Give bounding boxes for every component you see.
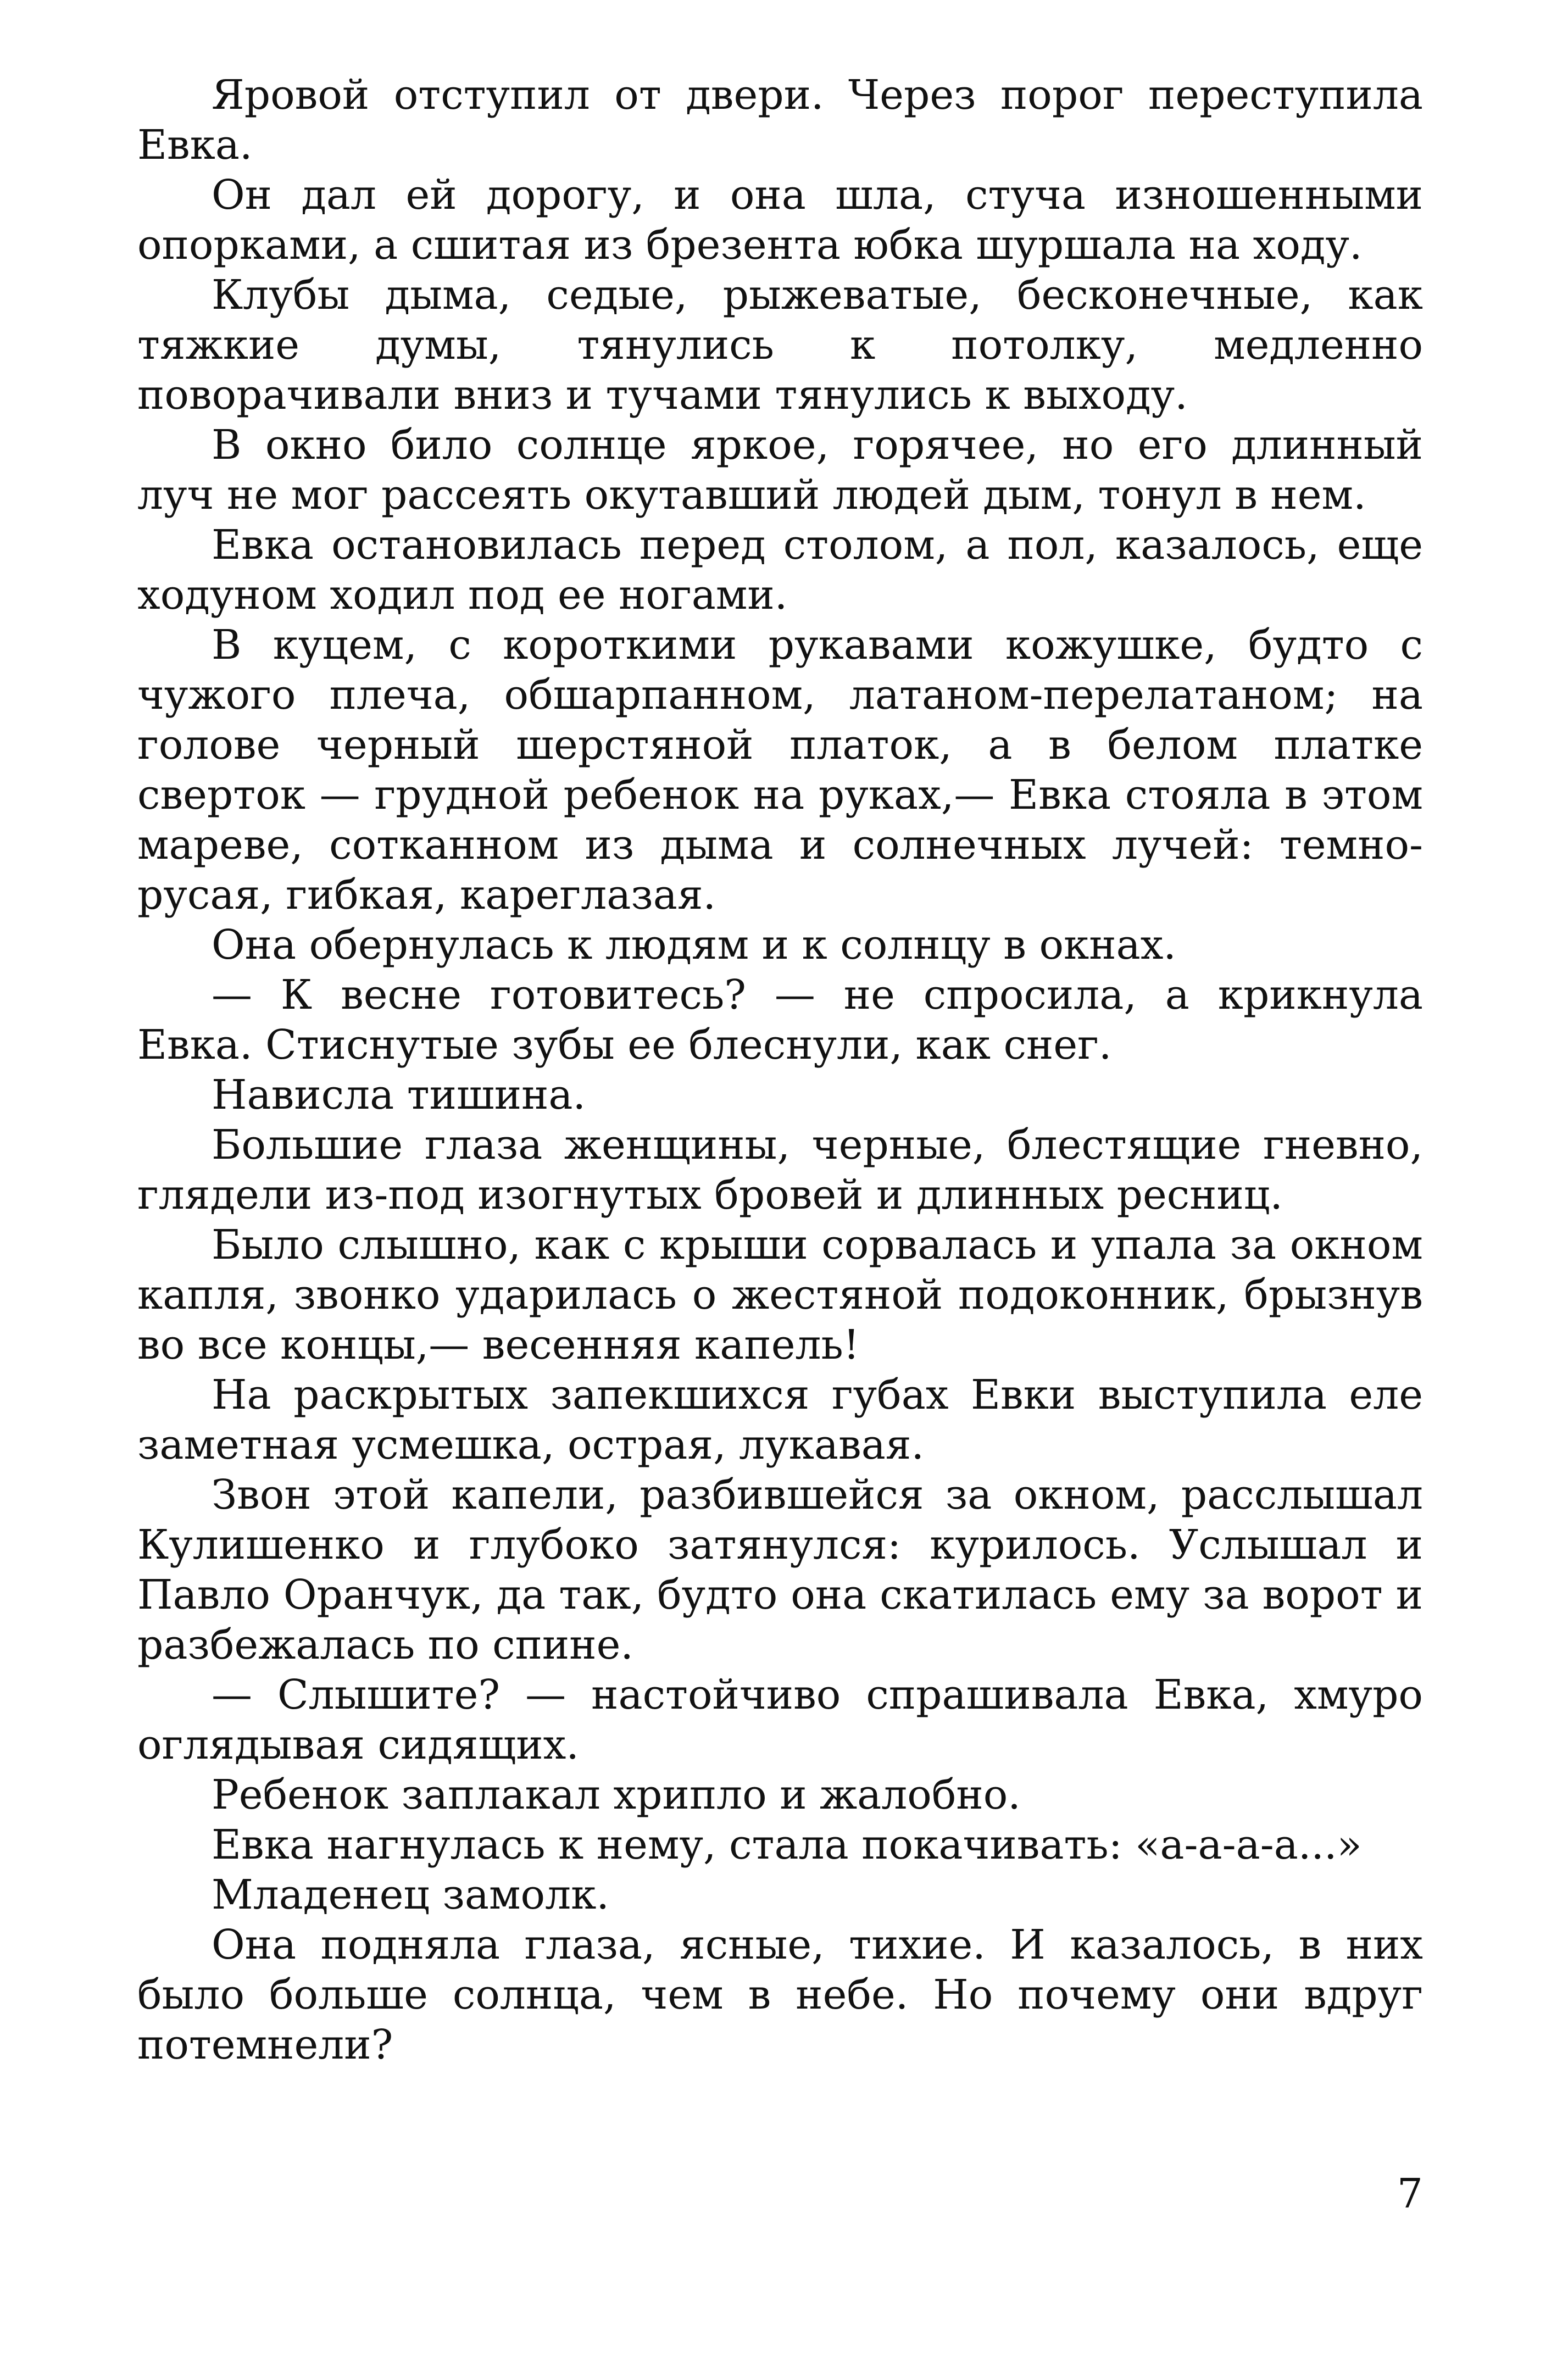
paragraph: Ребенок заплакал хрипло и жалобно. [212,1771,1021,1818]
paragraph: Евка нагнулась к нему, стала покачивать: «а-а-а-а...» [212,1821,1362,1868]
paragraph: Евка остановилась перед столом, а пол, казалось, еще ходуном ходил под ее ногами. [137,521,1423,619]
page-number: 7 [1397,2170,1423,2217]
book-page [137,70,1423,2358]
paragraph: Нависла тишина. [212,1071,586,1119]
paragraph: В куцем, с короткими рукавами кожушке, будто с чужого плеча, обшарпанном, латаном-перелатаном; на голове черный шерстяной платок, а в белом платке сверток — грудной ребенок на руках,— Евка стояла в этом мареве, сотканном из дыма и солнечных лучей: темно-русая, гибкая, кареглазая. [137,621,1423,919]
body-text [137,70,1423,2070]
paragraph: На раскрытых запекшихся губах Евки выступила еле заметная усмешка, острая, лукавая. [137,1371,1423,1469]
paragraph: Яровой отступил от двери. Через порог переступила Евка. [137,71,1423,169]
paragraph: Он дал ей дорогу, и она шла, стуча изношенными опорками, а сшитая из брезента юбка шуршала на ходу. [137,171,1423,269]
paragraph: Клубы дыма, седые, рыжеватые, бесконечные, как тяжкие думы, тянулись к потолку, медленно поворачивали вниз и тучами тянулись к выходу. [137,271,1423,419]
paragraph: Младенец замолк. [212,1871,609,1918]
paragraph: Она подняла глаза, ясные, тихие. И казалось, в них было больше солнца, чем в небе. Но почему они вдруг потемнели? [137,1921,1423,2068]
paragraph: Было слышно, как с крыши сорвалась и упала за окном капля, звонко ударилась о жестяной подоконник, брызнув во все концы,— весенняя капель! [137,1221,1423,1369]
paragraph: — К весне готовитесь? — не спросила, а крикнула Евка. Стиснутые зубы ее блеснули, как снег. [137,971,1423,1069]
paragraph: Звон этой капели, разбившейся за окном, расслышал Кулишенко и глубоко затянулся: курилось. Услышал и Павло Оранчук, да так, будто она скатилась ему за ворот и разбежалась по спине. [137,1471,1423,1669]
paragraph: В окно било солнце яркое, горячее, но его длинный луч не мог рассеять окутавший людей дым, тонул в нем. [137,421,1423,519]
paragraph: — Слышите? — настойчиво спрашивала Евка, хмуро оглядывая сидящих. [137,1671,1423,1768]
paragraph: Большие глаза женщины, черные, блестящие гневно, глядели из-под изогнутых бровей и длинных ресниц. [137,1121,1423,1219]
paragraph: Она обернулась к людям и к солнцу в окнах. [212,921,1176,969]
